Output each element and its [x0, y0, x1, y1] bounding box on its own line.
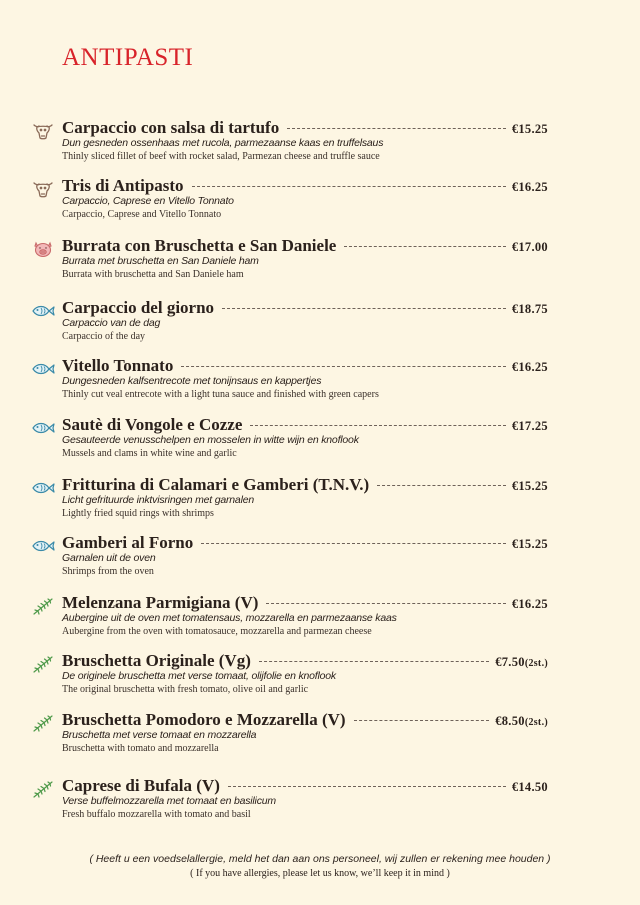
description-english: Mussels and clams in white wine and garlic	[62, 448, 237, 459]
dotted-leader	[250, 425, 505, 426]
description-english: Aubergine from the oven with tomatosauce, mozzarella and parmezan cheese	[62, 626, 372, 637]
description-dutch: De originele bruschetta met verse tomaat, olijfolie en knoflook	[62, 670, 336, 682]
description-dutch: Garnalen uit de oven	[62, 552, 156, 564]
dish-price	[512, 537, 548, 552]
price-value: €7.50	[495, 655, 525, 669]
dish-price	[512, 360, 548, 375]
dish-name: Bruschetta Originale (Vg)	[62, 651, 251, 670]
allergy-note-english: ( If you have allergies, please let us know, we’ll keep it in mind )	[190, 868, 450, 879]
fish-icon	[31, 536, 55, 556]
menu-item-header	[62, 776, 548, 796]
dotted-leader	[259, 661, 489, 662]
dish-name: Vitello Tonnato	[62, 356, 174, 375]
menu-item-header	[62, 533, 548, 553]
dotted-leader	[222, 308, 506, 309]
dish-name: Melenzana Parmigiana (V)	[62, 593, 259, 612]
dish-name: Fritturina di Calamari e Gamberi (T.N.V.)	[62, 475, 370, 494]
description-english: The original bruschetta with fresh tomato, olive oil and garlic	[62, 684, 309, 695]
dish-name: Burrata con Bruschetta e San Daniele	[62, 236, 337, 255]
dish-price	[512, 180, 548, 195]
dish-name: Gamberi al Forno	[62, 533, 194, 552]
price-value: €16.25	[511, 180, 548, 194]
price-value: €16.25	[511, 597, 548, 611]
dish-price	[512, 419, 548, 434]
dish-name: Sautè di Vongole e Cozze	[62, 415, 243, 434]
dish-name: Tris di Antipasto	[62, 176, 184, 195]
description-english: Fresh buffalo mozzarella with tomato and basil	[62, 809, 251, 820]
dotted-leader	[377, 485, 506, 486]
menu-item-header	[62, 236, 548, 256]
menu-item-header	[62, 356, 548, 376]
description-dutch: Aubergine uit de oven met tomatensaus, mozzarella en parmezaanse kaas	[62, 612, 397, 624]
dotted-leader	[354, 720, 490, 721]
description-dutch: Carpaccio van de dag	[62, 317, 161, 329]
fish-icon	[31, 359, 55, 379]
description-english: Bruschetta with tomato and mozzarella	[62, 743, 219, 754]
description-dutch: Dungesneden kalfsentrecote met tonijnsaus en kappertjes	[62, 375, 322, 387]
price-note: (2st.)	[524, 717, 548, 728]
menu-item-header	[62, 710, 548, 730]
fish-icon	[31, 301, 55, 321]
page-title: ANTIPASTI	[62, 44, 194, 71]
menu-item-header	[62, 475, 548, 495]
price-note: (2st.)	[524, 658, 548, 669]
price-value: €15.25	[511, 122, 548, 136]
menu-item-header	[62, 118, 548, 138]
description-english: Carpaccio of the day	[62, 331, 146, 342]
description-english: Thinly cut veal entrecote with a light tuna sauce and finished with green capers	[62, 389, 379, 400]
dotted-leader	[181, 366, 505, 367]
price-value: €15.25	[511, 537, 548, 551]
description-dutch: Licht gefrituurde inktvisringen met garnalen	[62, 494, 254, 506]
leaf-icon	[31, 596, 55, 616]
dish-price	[512, 240, 548, 255]
fish-icon	[31, 418, 55, 438]
description-english: Carpaccio, Caprese and Vitello Tonnato	[62, 209, 222, 220]
description-english: Shrimps from the oven	[62, 566, 154, 577]
price-value: €17.25	[511, 419, 548, 433]
description-english: Lightly fried squid rings with shrimps	[62, 508, 214, 519]
dotted-leader	[201, 543, 506, 544]
dish-name: Caprese di Bufala (V)	[62, 776, 220, 795]
price-value: €16.25	[511, 360, 548, 374]
description-dutch: Burrata met bruschetta en San Daniele ham	[62, 255, 259, 267]
description-dutch: Bruschetta met verse tomaat en mozzarella	[62, 729, 257, 741]
dish-price	[512, 597, 548, 612]
dish-name: Carpaccio con salsa di tartufo	[62, 118, 280, 137]
dotted-leader	[266, 603, 505, 604]
price-value: €17.00	[511, 240, 548, 254]
leaf-icon	[31, 654, 55, 674]
price-value: €8.50	[495, 714, 525, 728]
dotted-leader	[228, 786, 506, 787]
leaf-icon	[31, 713, 55, 733]
menu-item-header	[62, 176, 548, 196]
dish-price	[512, 780, 548, 795]
description-english: Burrata with bruschetta and San Daniele ham	[62, 269, 244, 280]
dotted-leader	[192, 186, 506, 187]
description-dutch: Dun gesneden ossenhaas met rucola, parmezaanse kaas en truffelsaus	[62, 137, 384, 149]
dotted-leader	[287, 128, 506, 129]
description-english: Thinly sliced fillet of beef with rocket salad, Parmezan cheese and truffle sauce	[62, 151, 380, 162]
leaf-icon	[31, 779, 55, 799]
allergy-note-dutch: ( Heeft u een voedselallergie, meld het dan aan ons personeel, wij zullen er rekening mee houden )	[89, 853, 551, 865]
menu-item-header	[62, 298, 548, 318]
menu-item-header	[62, 593, 548, 613]
description-dutch: Gesauteerde venusschelpen en mosselen in witte wijn en knoflook	[62, 434, 359, 446]
price-value: €18.75	[511, 302, 548, 316]
menu-item-header	[62, 651, 548, 671]
description-dutch: Verse buffelmozzarella met tomaat en basilicum	[62, 795, 276, 807]
beef-icon	[31, 121, 55, 141]
price-value: €15.25	[511, 479, 548, 493]
pig-icon	[31, 239, 55, 259]
beef-icon	[31, 179, 55, 199]
fish-icon	[31, 478, 55, 498]
dish-price	[512, 302, 548, 317]
dish-price	[495, 714, 548, 729]
dish-price	[512, 479, 548, 494]
dotted-leader	[344, 246, 505, 247]
dish-name: Carpaccio del giorno	[62, 298, 215, 317]
description-dutch: Carpaccio, Caprese en Vitello Tonnato	[62, 195, 234, 207]
menu-item-header	[62, 415, 548, 435]
price-value: €14.50	[511, 780, 548, 794]
dish-price	[512, 122, 548, 137]
dish-price	[495, 655, 548, 670]
dish-name: Bruschetta Pomodoro e Mozzarella (V)	[62, 710, 346, 729]
